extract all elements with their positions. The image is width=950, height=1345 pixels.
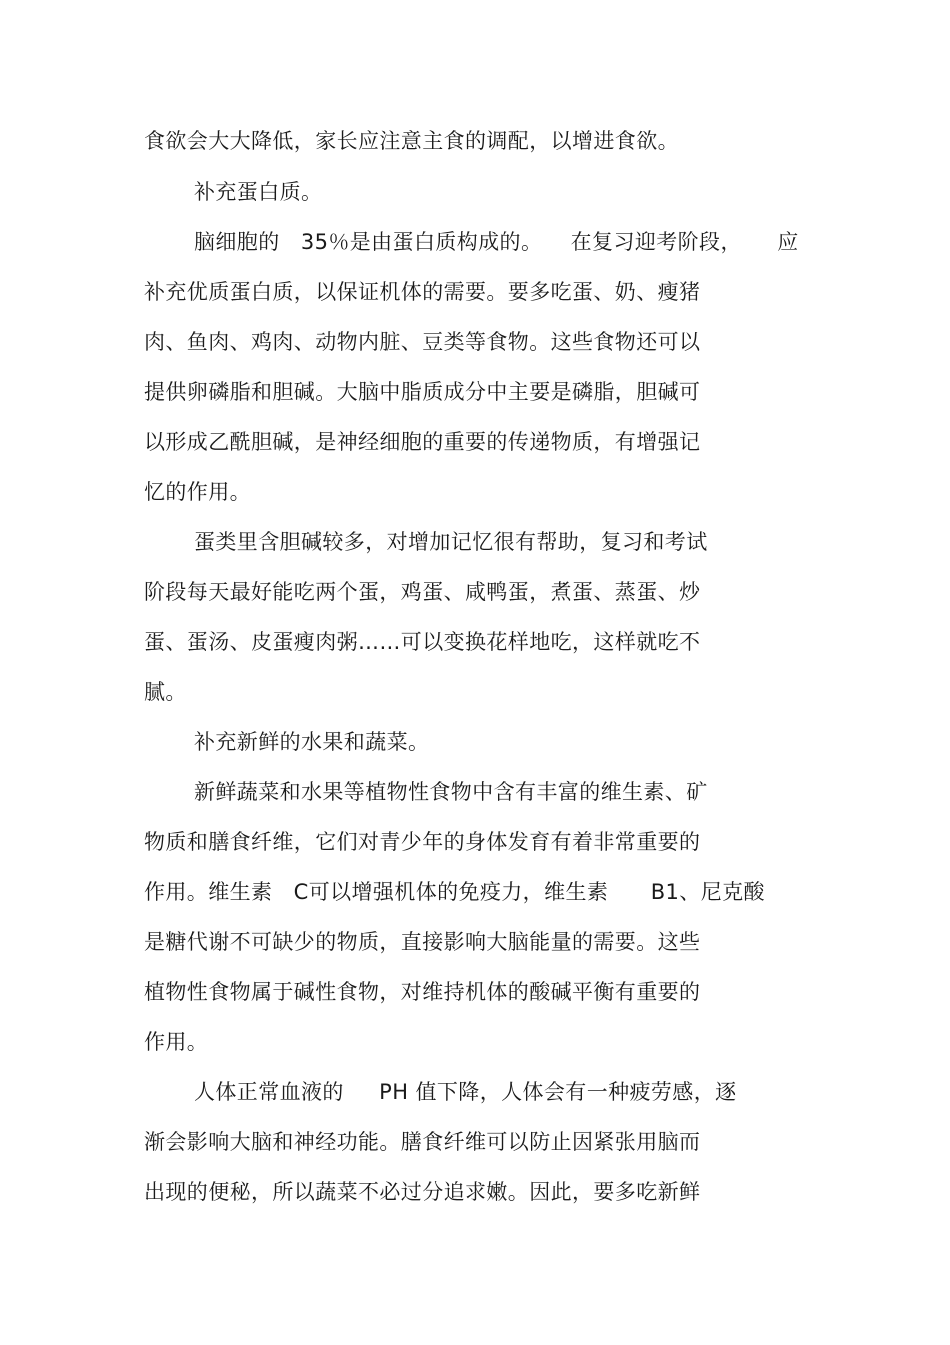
- section-heading: 补充新鲜的水果和蔬菜。: [194, 730, 430, 754]
- text-line: 食欲会大大降低，家长应注意主食的调配，以增进食欲。: [144, 129, 679, 153]
- text-line: 腻。: [144, 680, 187, 704]
- text-line: 补充优质蛋白质，以保证机体的需要。要多吃蛋、奶、瘦猪: [144, 280, 701, 304]
- text-line: 作用。: [144, 1030, 209, 1054]
- text-line: 脑细胞的 35％是由蛋白质构成的。 在复习迎考阶段， 应: [194, 230, 799, 254]
- text-line: 植物性食物属于碱性食物，对维持机体的酸碱平衡有重要的: [144, 980, 701, 1004]
- section-heading: 补充蛋白质。: [194, 180, 323, 204]
- text-line: 蛋类里含胆碱较多，对增加记忆很有帮助，复习和考试: [194, 530, 708, 554]
- text-line: 人体正常血液的 PH 值下降，人体会有一种疲劳感，逐: [194, 1080, 737, 1104]
- text-line: 以形成乙酰胆碱，是神经细胞的重要的传递物质，有增强记: [144, 430, 701, 454]
- text-line: 是糖代谢不可缺少的物质，直接影响大脑能量的需要。这些: [144, 930, 701, 954]
- text-line: 作用。维生素 C可以增强机体的免疫力，维生素 B1、尼克酸: [144, 880, 765, 904]
- text-line: 忆的作用。: [144, 480, 251, 504]
- text-line: 肉、鱼肉、鸡肉、动物内脏、豆类等食物。这些食物还可以: [144, 330, 701, 354]
- text-line: 提供卵磷脂和胆碱。大脑中脂质成分中主要是磷脂，胆碱可: [144, 380, 701, 404]
- text-line: 阶段每天最好能吃两个蛋，鸡蛋、咸鸭蛋，煮蛋、蒸蛋、炒: [144, 580, 701, 604]
- text-line: 物质和膳食纤维，它们对青少年的身体发育有着非常重要的: [144, 830, 701, 854]
- text-line: 出现的便秘，所以蔬菜不必过分追求嫩。因此，要多吃新鲜: [144, 1180, 701, 1204]
- text-line: 渐会影响大脑和神经功能。膳食纤维可以防止因紧张用脑而: [144, 1130, 701, 1154]
- text-line: 新鲜蔬菜和水果等植物性食物中含有丰富的维生素、矿: [194, 780, 708, 804]
- text-line: 蛋、蛋汤、皮蛋瘦肉粥……可以变换花样地吃，这样就吃不: [144, 630, 701, 654]
